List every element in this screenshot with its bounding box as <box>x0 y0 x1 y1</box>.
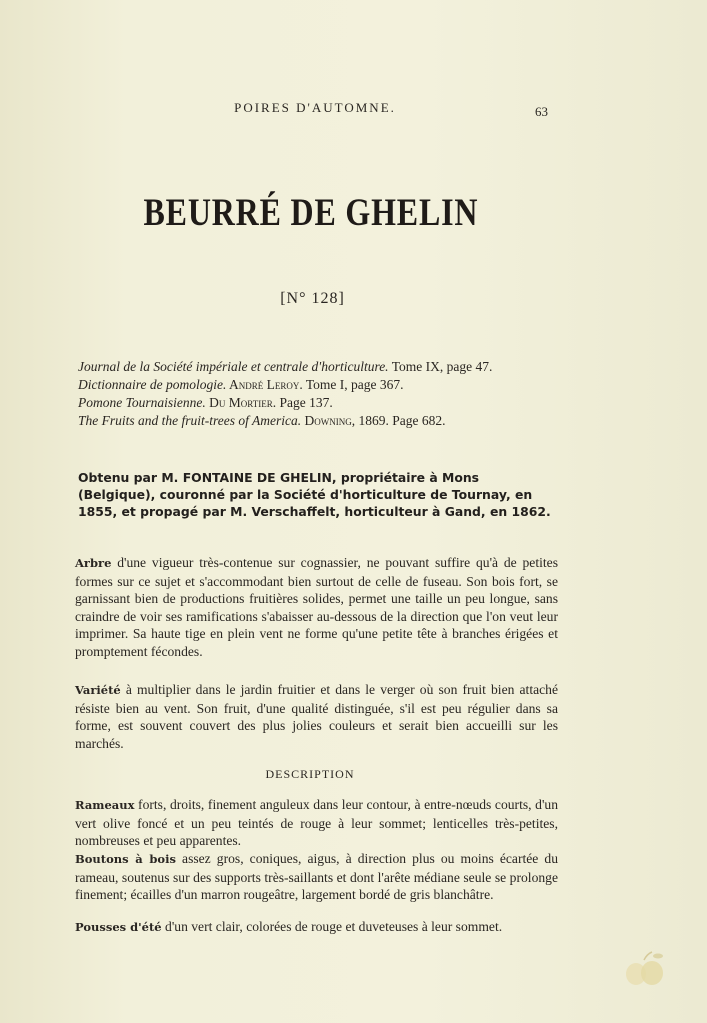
reference-item <box>78 412 568 430</box>
fruit-watermark-icon <box>614 948 676 988</box>
paragraph-text: à multiplier dans le jardin fruitier et dans le verger où son fruit bien attaché résiste bien au vent. Son fruit, d'une qualité distinguée, s'il est peu régulier dans sa forme, est souvent couvert des plus jolies couleurs et serait bien accueilli sur les marchés. <box>75 682 558 751</box>
reference-work: Dictionnaire de pomologie. <box>78 377 227 392</box>
paragraph-rameaux <box>75 796 558 850</box>
reference-item <box>78 394 568 412</box>
page-title: BEURRÉ DE GHELIN <box>143 191 479 234</box>
description-heading: DESCRIPTION <box>265 767 355 781</box>
paragraph-text: d'un vert clair, colorées de rouge et duveteuses à leur sommet. <box>161 919 503 934</box>
page-number: 63 <box>535 104 548 119</box>
reference-author: Downing, <box>301 413 356 428</box>
reference-details: Page 137. <box>276 395 333 410</box>
reference-work: Pomone Tournaisienne. <box>78 395 206 410</box>
reference-details: Tome IX, page 47. <box>388 359 493 374</box>
paragraph-lead: Boutons à bois <box>75 852 176 866</box>
reference-details: 1869. Page 682. <box>355 413 446 428</box>
reference-item <box>78 358 568 376</box>
reference-work: Journal de la Société impériale et centrale d'horticulture. <box>78 359 389 374</box>
reference-author: André Leroy. <box>226 377 303 392</box>
paragraph-text: forts, droits, finement anguleux dans leur contour, à entre-nœuds courts, d'un vert olive foncé et un peu teintés de rouge à leur sommet; lenticelles très-petites, nombreuses et peu apparentes. <box>75 797 558 849</box>
paragraph-lead: Pousses d'été <box>75 920 162 934</box>
running-head: POIRES D'AUTOMNE. <box>234 100 396 115</box>
references <box>78 358 568 430</box>
paragraph-text: d'une vigueur très-contenue sur cognassier, ne pouvant suffire qu'à de petites formes sur ce sujet et s'accommodant bien surtout de celle de fuseau. Son bois fort, se garnissant bien de productions fruitières solides, permet une taille un peu longue, sans craindre de voir ses ramifications s'abaisser au-dessous de la direction que l'on veut leur imprimer. Sa haute tige en plein vent ne forme qu'une petite tête à branches érigées et promptement fécondes. <box>75 555 558 659</box>
origin-paragraph: Obtenu par M. FONTAINE DE GHELIN, propriétaire à Mons (Belgique), couronné par la Société d'horticulture de Tournay, en 1855, et propagé par M. Verschaffelt, horticulteur à Gand, en 1862. <box>78 470 551 519</box>
variety-number: [N° 128] <box>280 290 345 307</box>
paragraph-lead: Variété <box>75 683 121 697</box>
paragraph-arbre <box>75 554 558 661</box>
paragraph-pousses <box>75 918 558 937</box>
reference-details: Tome I, page 367. <box>302 377 404 392</box>
paragraph-lead: Arbre <box>75 556 112 570</box>
reference-work: The Fruits and the fruit-trees of America. <box>78 413 302 428</box>
paragraph-boutons <box>75 850 558 904</box>
reference-item <box>78 376 568 394</box>
paragraph-lead: Rameaux <box>75 798 135 812</box>
paragraph-variete <box>75 681 558 752</box>
reference-author: Du Mortier. <box>205 395 277 410</box>
paragraph-text: assez gros, coniques, aigus, à direction plus ou moins écartée du rameau, soutenus sur des supports très-saillants et dont l'arête médiane seule se prolonge finement; écailles d'un marron rougeâtre, largement bordé de gris blanchâtre. <box>75 851 558 903</box>
